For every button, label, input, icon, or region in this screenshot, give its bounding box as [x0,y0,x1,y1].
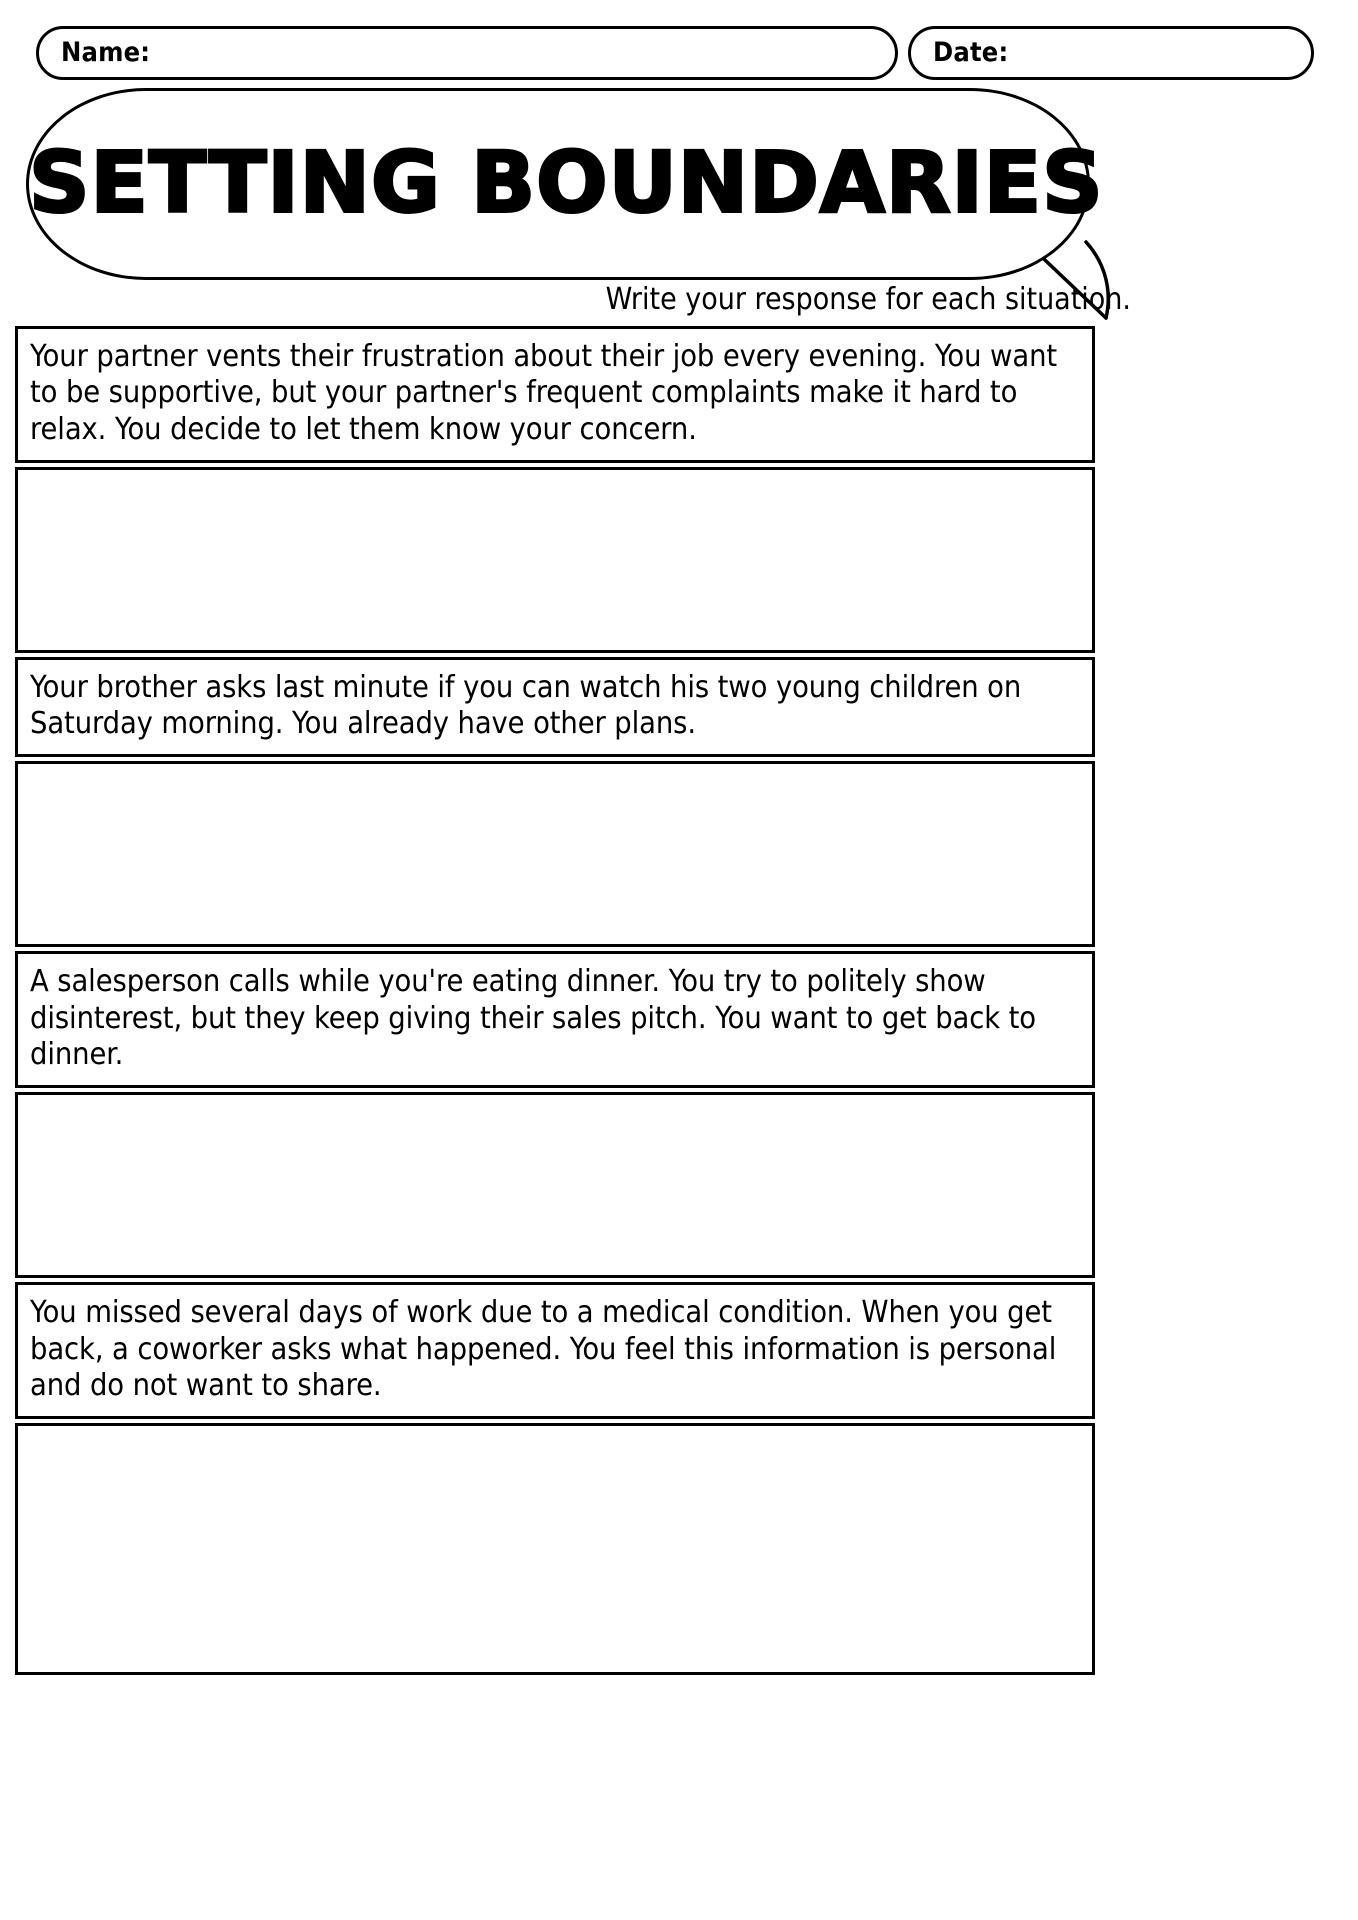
page-title: SETTING BOUNDARIES [29,133,1104,232]
scenario-prompt-box [15,657,1095,758]
scenario-prompt-text: A salesperson calls while you're eating dinner. You try to politely show disinterest, but they keep giving their sales pitch. You want to get back to dinner. [30,964,1036,1072]
instruction-text: Write your response for each situation. [605,282,1131,317]
name-label: Name: [61,36,151,68]
worksheet-items [15,326,1095,1679]
scenario-answer-box[interactable] [15,1423,1095,1675]
scenario-prompt-text: Your partner vents their frustration about their job every evening. You want to be supportive, but your partner's frequent complaints make it hard to relax. You decide to let them know your concern. [30,339,1058,447]
scenario-prompt-text: Your brother asks last minute if you can watch his two young children on Saturday morning. You already have other plans. [30,669,1022,742]
header-row [0,0,1358,90]
scenario-prompt-box [15,951,1095,1088]
name-field[interactable] [36,26,898,80]
scenario-answer-box[interactable] [15,761,1095,947]
title-banner [26,88,1104,280]
date-label: Date: [933,36,1009,68]
date-field[interactable] [908,26,1314,80]
scenario-answer-box[interactable] [15,467,1095,653]
scenario-answer-box[interactable] [15,1092,1095,1278]
scenario-prompt-text: You missed several days of work due to a medical condition. When you get back, a coworker asks what happened. You feel this information is personal and do not want to share. [30,1295,1057,1403]
scenario-prompt-box [15,1282,1095,1419]
scenario-prompt-box [15,326,1095,463]
